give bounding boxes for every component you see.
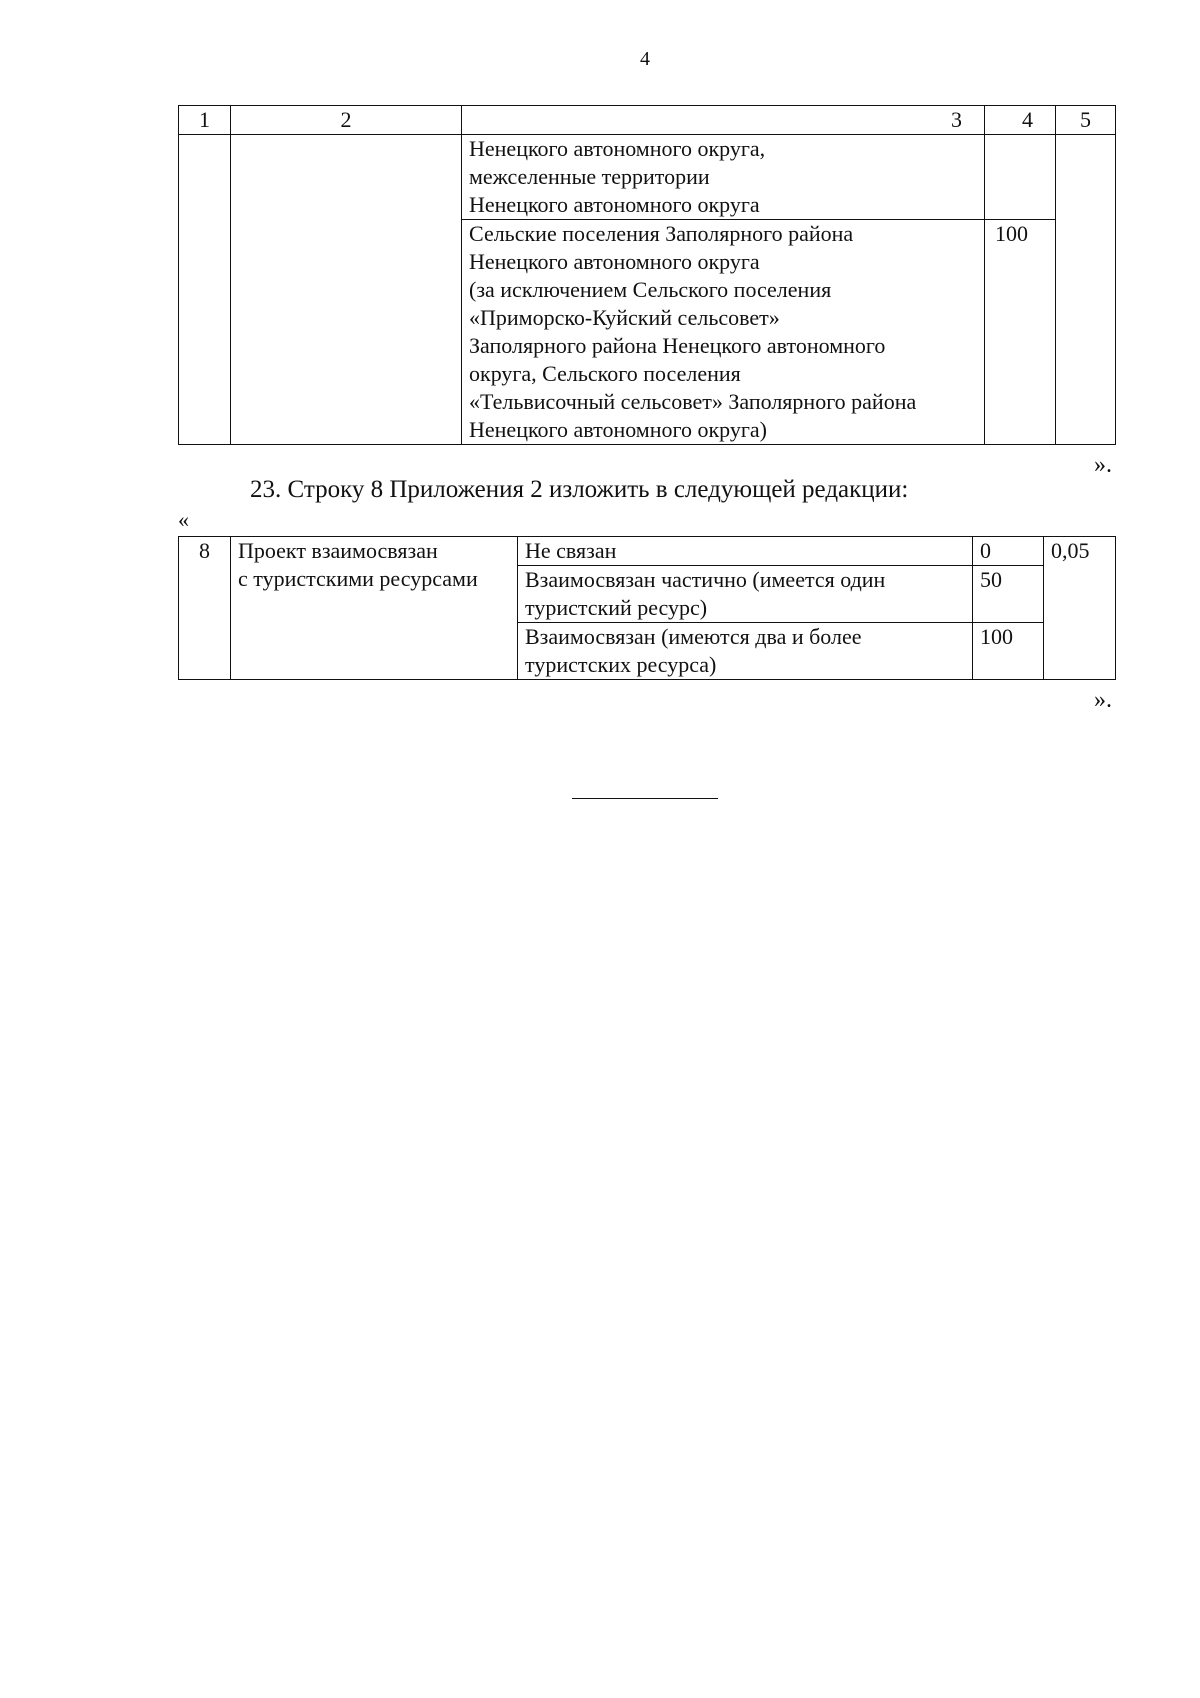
- column-header-1: 1: [179, 106, 231, 135]
- option-line: Взаимосвязан частично (имеется один: [525, 567, 886, 592]
- score-cell: 0: [973, 537, 1044, 566]
- row-number-cell: 8: [179, 537, 231, 680]
- territory-line: Ненецкого автономного округа): [469, 417, 767, 442]
- option-cell: [518, 566, 973, 623]
- opening-quote: «: [178, 507, 189, 532]
- page-number: 4: [640, 48, 650, 70]
- criterion-line: с туристскими ресурсами: [238, 566, 478, 591]
- end-of-document-rule: [572, 798, 718, 799]
- criterion-line: Проект взаимосвязан: [238, 538, 438, 563]
- territory-cell: [462, 135, 985, 220]
- cell-col5: [1056, 135, 1116, 445]
- territory-line: Ненецкого автономного округа,: [469, 136, 766, 161]
- column-header-3: 3: [462, 106, 985, 135]
- score-cell: 100: [985, 220, 1056, 445]
- option-cell: [518, 537, 973, 566]
- score-cell: [985, 135, 1056, 220]
- territory-line: округа, Сельского поселения: [469, 361, 741, 386]
- territory-line: «Приморско-Куйский сельсовет»: [469, 305, 780, 330]
- weight-cell: 0,05: [1044, 537, 1116, 680]
- territory-cell: [462, 220, 985, 445]
- option-cell: [518, 623, 973, 680]
- territory-line: «Тельвисочный сельсовет» Заполярного района: [469, 389, 917, 414]
- territory-line: межселенные территории: [469, 164, 710, 189]
- score-cell: 100: [973, 623, 1044, 680]
- territory-line: Ненецкого автономного округа: [469, 249, 760, 274]
- column-header-5: 5: [1056, 106, 1116, 135]
- score-cell: 50: [973, 566, 1044, 623]
- table-row: [179, 537, 1116, 566]
- territory-line: (за исключением Сельского поселения: [469, 277, 832, 302]
- closing-quote: ».: [1094, 687, 1112, 713]
- cell-col1: [179, 135, 231, 445]
- option-line: Взаимосвязан (имеются два и более: [525, 624, 862, 649]
- table-header-row: [179, 106, 1116, 135]
- table-row: [179, 135, 1116, 220]
- replacement-row-table: [178, 536, 1116, 680]
- option-line: Не связан: [525, 538, 617, 563]
- option-line: туристский ресурс): [525, 595, 708, 620]
- column-header-4: 4: [985, 106, 1056, 135]
- column-header-2: 2: [231, 106, 462, 135]
- option-line: туристских ресурса): [525, 652, 717, 677]
- continuation-table: [178, 105, 1116, 445]
- cell-col2: [231, 135, 462, 445]
- territory-line: Сельские поселения Заполярного района: [469, 221, 854, 246]
- territory-line: Заполярного района Ненецкого автономного: [469, 333, 886, 358]
- closing-quote: ».: [1094, 452, 1112, 478]
- criterion-cell: [231, 537, 518, 680]
- amendment-paragraph: 23. Строку 8 Приложения 2 изложить в следующей редакции:: [250, 476, 909, 503]
- territory-line: Ненецкого автономного округа: [469, 192, 760, 217]
